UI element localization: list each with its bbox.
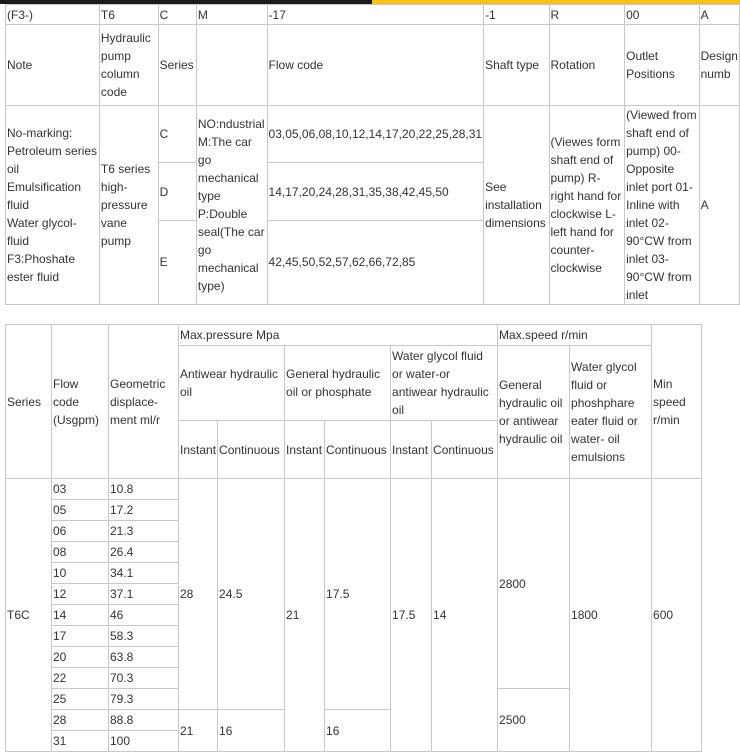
series-e: E (158, 220, 196, 304)
header-mechanical (196, 25, 267, 106)
header-note: Note (6, 25, 100, 106)
shaft-description: See installation dimensions (484, 106, 549, 305)
flow-codes-e: 42,45,50,52,57,62,66,72,85 (267, 220, 484, 304)
antiwear-instant-a: 28 (179, 479, 218, 710)
header-antiwear-oil: Antiwear hydraulic oil (179, 346, 285, 421)
displacement-cell: 37.1 (109, 584, 179, 605)
pump-description: T6 series high-pressure vane pump (99, 106, 158, 305)
header-series: Series (158, 25, 196, 106)
displacement-cell: 88.8 (109, 710, 179, 731)
header-pump-code: Hydraulic pump column code (99, 25, 158, 106)
flow-code-cell: 31 (52, 731, 109, 752)
header-max-speed: Max.speed r/min (498, 325, 652, 346)
header-speed-general: General hydraulic oil or antiwear hydraulic oil (498, 346, 570, 479)
note-line: No-marking: (7, 126, 73, 140)
header-speed-water: Water glycol fluid or phoshphare eater fluid or water- oil emulsions (570, 346, 652, 479)
flow-code-cell: 10 (52, 563, 109, 584)
displacement-cell: 100 (109, 731, 179, 752)
design-value: A (699, 106, 739, 305)
flow-code-cell: 06 (52, 521, 109, 542)
flow-code-cell: 17 (52, 626, 109, 647)
speed-water: 1800 (570, 479, 652, 752)
series-name: T6C (6, 479, 52, 752)
antiwear-instant-b: 21 (179, 710, 218, 752)
header-flow-code: Flow code (267, 25, 484, 106)
min-speed-value: 600 (652, 479, 702, 752)
code-design: A (699, 5, 739, 25)
header-geometric-displacement: Geometric displace-ment ml/r (109, 325, 179, 479)
header-rotation: Rotation (549, 25, 625, 106)
header-flow-code: Flow code (Usgpm) (52, 325, 109, 479)
displacement-cell: 34.1 (109, 563, 179, 584)
flow-code-cell: 25 (52, 689, 109, 710)
code-shaft: -1 (484, 5, 549, 25)
water-continuous: 14 (432, 479, 498, 752)
general-continuous-a: 17.5 (325, 479, 391, 710)
flow-code-cell: 12 (52, 584, 109, 605)
header-instant: Instant (391, 421, 432, 479)
code-rotation: R (549, 5, 625, 25)
antiwear-continuous-b: 16 (218, 710, 285, 752)
header-instant: Instant (285, 421, 325, 479)
header-continuous: Continuous (432, 421, 498, 479)
code-flow: -17 (267, 5, 484, 25)
flow-code-cell: 08 (52, 542, 109, 563)
code-pump: T6 (99, 5, 158, 25)
specification-table (5, 324, 702, 752)
flow-code-cell: 22 (52, 668, 109, 689)
flow-code-cell: 20 (52, 647, 109, 668)
note-cell (6, 106, 100, 305)
rotation-description: (Viewes form shaft end of pump) R-right hand for clockwise L-left hand for counter-clockwise (549, 106, 625, 305)
flow-code-cell: 03 (52, 479, 109, 500)
displacement-cell: 17.2 (109, 500, 179, 521)
header-continuous: Continuous (218, 421, 285, 479)
header-continuous: Continuous (325, 421, 391, 479)
header-row (6, 25, 740, 106)
header-design-number: Design numb (699, 25, 739, 106)
flow-codes-c: 03,05,06,08,10,12,14,17,20,22,25,28,31 (267, 106, 484, 163)
header-outlet-positions: Outlet Positions (625, 25, 699, 106)
code-outlet: 00 (625, 5, 699, 25)
displacement-cell: 79.3 (109, 689, 179, 710)
displacement-cell: 58.3 (109, 626, 179, 647)
note-line: F3:Phoshate ester fluid (7, 252, 76, 284)
displacement-cell: 21.3 (109, 521, 179, 542)
flow-code-cell: 28 (52, 710, 109, 731)
displacement-cell: 10.8 (109, 479, 179, 500)
header-shaft-type: Shaft type (484, 25, 549, 106)
header-series: Series (6, 325, 52, 479)
header-min-speed: Min speed r/min (652, 325, 702, 479)
series-c: C (158, 106, 196, 163)
general-instant: 21 (285, 479, 325, 752)
displacement-cell: 26.4 (109, 542, 179, 563)
antiwear-continuous-a: 24.5 (218, 479, 285, 710)
water-instant: 17.5 (391, 479, 432, 752)
code-mechanical: M (196, 5, 267, 25)
displacement-cell: 70.3 (109, 668, 179, 689)
general-continuous-b: 16 (325, 710, 391, 752)
displacement-cell: 63.8 (109, 647, 179, 668)
displacement-cell: 46 (109, 605, 179, 626)
note-line: Petroleum series oil (7, 144, 98, 176)
table-row (6, 479, 702, 500)
header-general-oil: General hydraulic oil or phosphate (285, 346, 391, 421)
flow-codes-d: 14,17,20,24,28,31,35,38,42,45,50 (267, 163, 484, 220)
code-row (6, 5, 740, 25)
header-max-pressure: Max.pressure Mpa (179, 325, 498, 346)
flow-code-cell: 14 (52, 605, 109, 626)
code-fluid: (F3-) (6, 5, 100, 25)
note-line: Water glycol-fluid (7, 216, 77, 248)
code-series: C (158, 5, 196, 25)
outlet-description: (Viewed from shaft end of pump) 00-Opposite inlet port 01-Inline with inlet 02-90°CW from inlet 03-90°CW from inlet (625, 106, 699, 305)
header-instant: Instant (179, 421, 218, 479)
series-d: D (158, 163, 196, 220)
note-line: Emulsification fluid (7, 180, 82, 212)
spec-header-row-1 (6, 325, 702, 346)
flow-code-cell: 05 (52, 500, 109, 521)
header-water-glycol: Water glycol fluid or water-or antiwear hydraulic oil (391, 346, 498, 421)
model-code-table (5, 4, 740, 305)
speed-general-a: 2800 (498, 479, 570, 689)
mechanical-description: NO:ndustrial M:The car go mechanical type P:Double seal(The car go mechanical type) (196, 106, 267, 305)
speed-general-b: 2500 (498, 689, 570, 752)
body-row-c (6, 106, 740, 163)
